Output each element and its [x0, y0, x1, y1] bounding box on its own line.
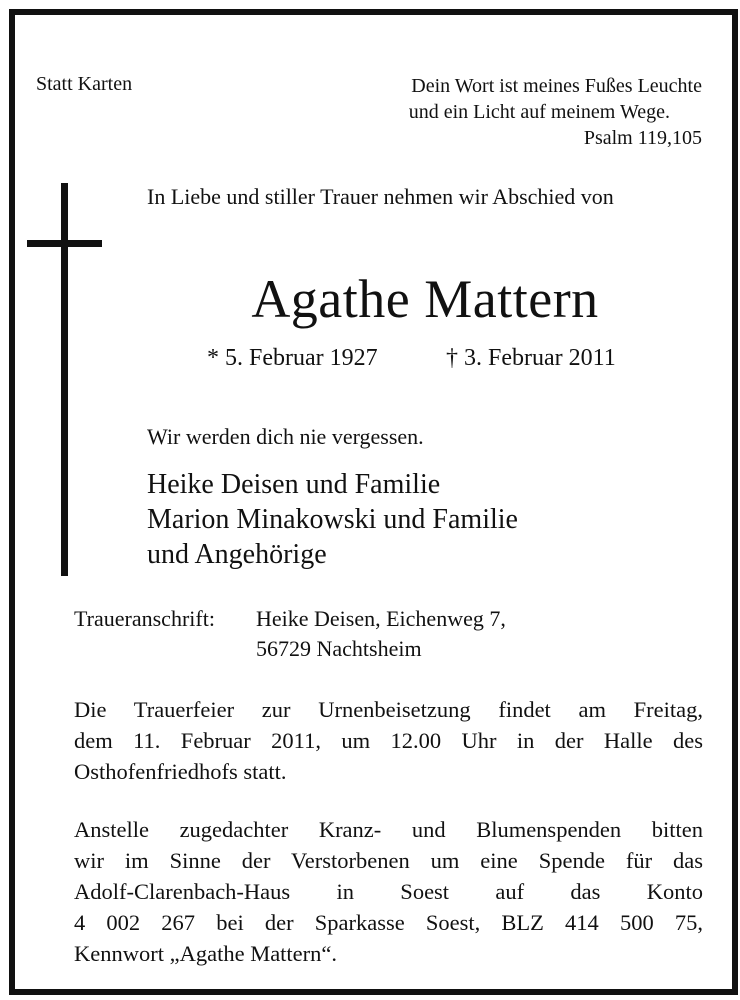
death-date: † 3. Februar 2011: [446, 345, 616, 371]
mourner-line: Heike Deisen und Familie: [147, 469, 441, 500]
ceremony-line: Osthofenfriedhofs statt.: [74, 759, 287, 784]
address-line-2: 56729 Nachtsheim: [256, 636, 422, 661]
bible-verse: [409, 73, 702, 151]
ceremony-line: Die Trauerfeier zur Urnenbeisetzung findet am Freitag,: [74, 697, 703, 722]
birth-date: * 5. Februar 1927: [207, 345, 378, 371]
verse-line-1: Dein Wort ist meines Fußes Leuchte: [411, 75, 702, 97]
donation-line: Anstelle zugedachter Kranz- und Blumenspenden bitten: [74, 817, 703, 842]
mourner-line: und Angehörige: [147, 539, 327, 570]
donation-line: 4 002 267 bei der Sparkasse Soest, BLZ 414 500 75,: [74, 910, 703, 935]
verse-source: Psalm 119,105: [583, 127, 702, 149]
motto-text: Wir werden dich nie vergessen.: [147, 424, 424, 449]
donation-line: Adolf-Clarenbach-Haus in Soest auf das Konto: [74, 879, 703, 904]
cross-icon-bar: [27, 240, 102, 247]
donation-line: Kennwort „Agathe Mattern“.: [74, 941, 338, 966]
donation-paragraph: [74, 814, 703, 969]
deceased-name: Agathe Mattern: [251, 269, 599, 329]
intro-text: In Liebe und stiller Trauer nehmen wir Abschied von: [147, 184, 614, 209]
ceremony-line: dem 11. Februar 2011, um 12.00 Uhr in der Halle des: [74, 728, 703, 753]
statt-karten-label: Statt Karten: [36, 73, 133, 95]
verse-line-2: und ein Licht auf meinem Wege.: [408, 101, 670, 123]
donation-line: wir im Sinne der Verstorbenen um eine Spende für das: [74, 848, 703, 873]
mourner-line: Marion Minakowski und Familie: [147, 504, 518, 535]
mourners-list: [147, 467, 518, 572]
ceremony-paragraph: [74, 694, 703, 787]
address-label: Traueranschrift:: [74, 606, 215, 631]
address-line-1: Heike Deisen, Eichenweg 7,: [256, 606, 506, 631]
